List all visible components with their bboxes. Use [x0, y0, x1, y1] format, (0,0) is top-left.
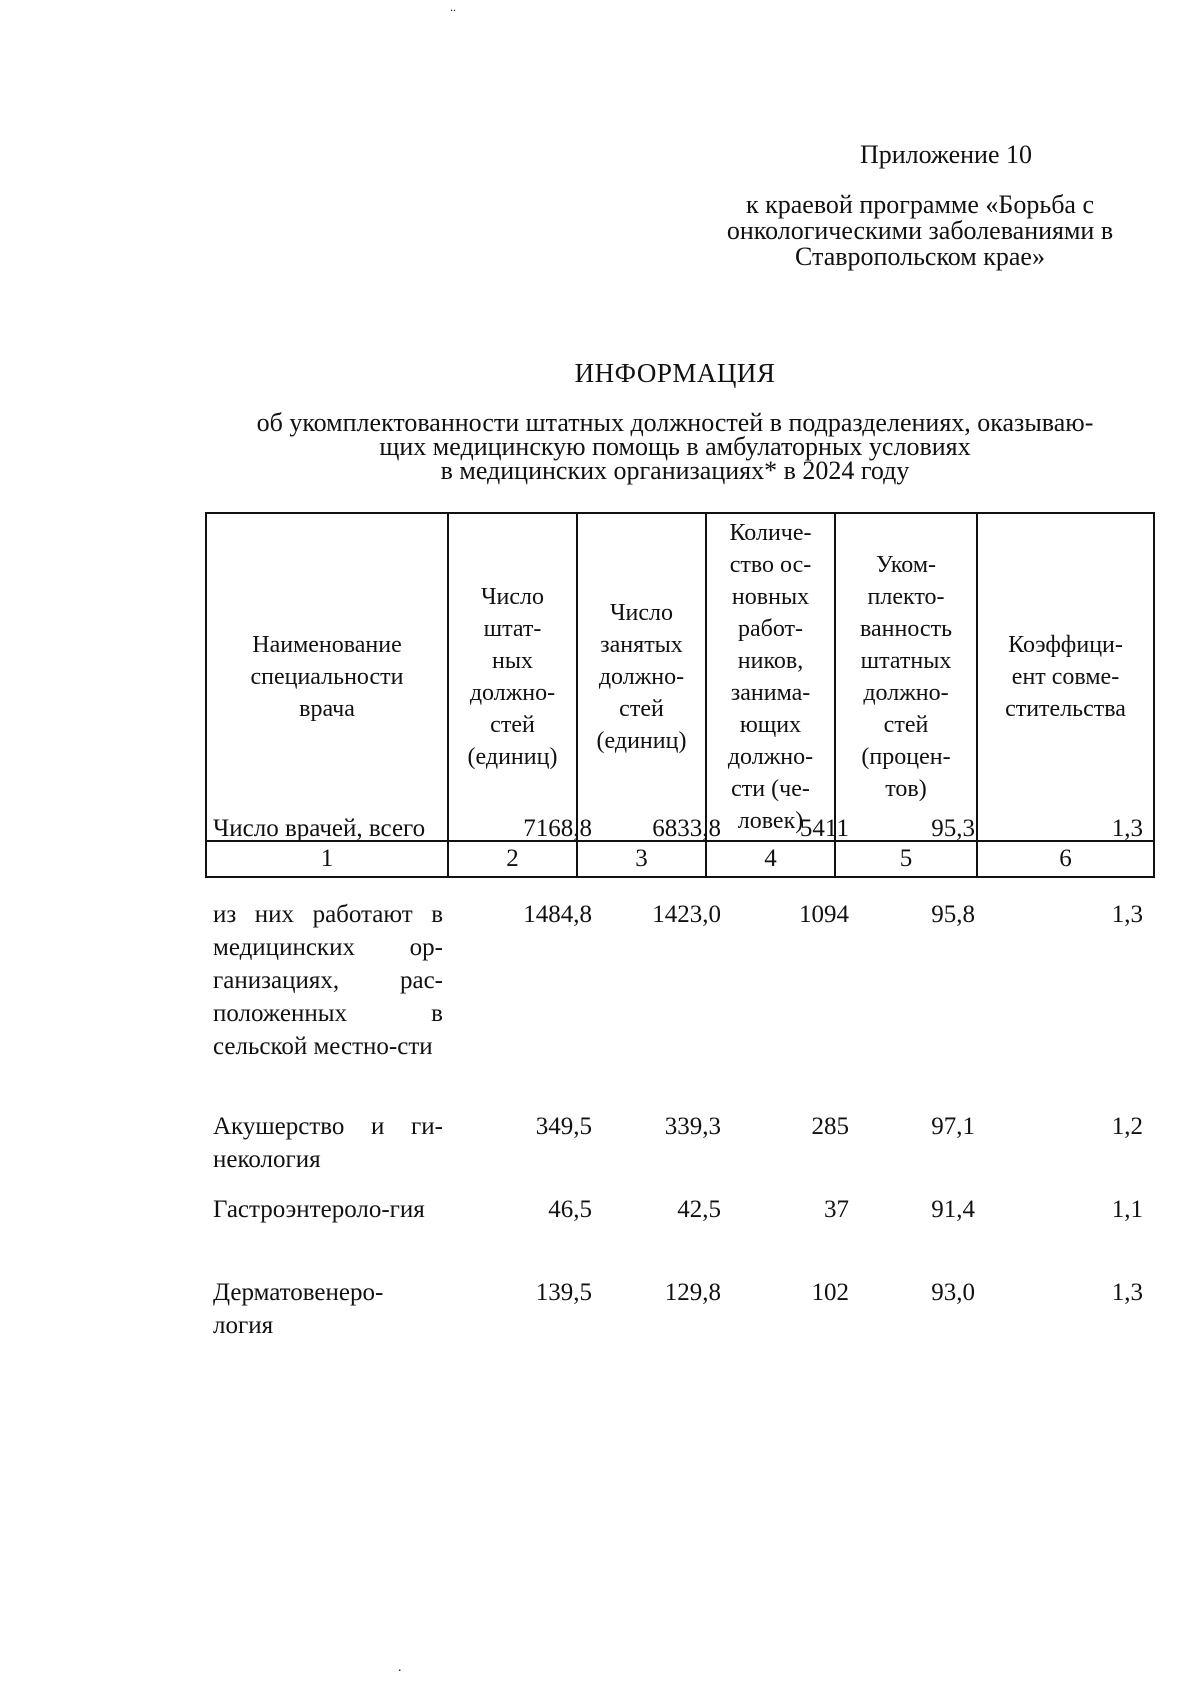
- column-number: 3: [577, 841, 706, 877]
- specialty-name: Число врачей, всего: [213, 815, 426, 842]
- specialty-name: Гастроэнтероло-гия: [213, 1196, 425, 1223]
- document-subtitle: [205, 408, 1145, 485]
- header-line: врача: [299, 696, 355, 722]
- header-line: тов): [885, 776, 927, 802]
- header-line: стей: [490, 712, 535, 738]
- header-line: Число: [609, 600, 674, 626]
- header-staffing-percent: [835, 513, 977, 841]
- appendix-label: Приложение 10: [859, 140, 1032, 169]
- header-main-workers: [706, 513, 835, 841]
- staffing-percent-value: 91,4: [931, 1196, 975, 1223]
- header-line: ент совме-: [1011, 664, 1120, 690]
- header-line: занима-: [730, 680, 811, 706]
- header-line: работ-: [737, 616, 804, 642]
- staff-positions-value: 139,5: [535, 1279, 592, 1306]
- header-specialty: [206, 513, 448, 841]
- header-line: ванность: [859, 616, 953, 642]
- program-line: к краевой программе «Борьба с: [745, 190, 1095, 219]
- coefficient-value: 1,2: [1111, 1113, 1143, 1140]
- header-line: должно-: [727, 744, 814, 770]
- header-line: плекто-: [867, 584, 945, 610]
- program-line: Ставропольском крае»: [795, 242, 1045, 271]
- subtitle-line: об укомплектованности штатных должностей в подразделениях, оказываю-: [256, 408, 1094, 437]
- header-line: Количе-: [729, 520, 812, 546]
- header-line: должно-: [469, 680, 556, 706]
- subtitle-line: в медицинских организациях* в 2024 году: [440, 456, 910, 485]
- column-number: 1: [206, 841, 448, 877]
- staffing-percent-value: 93,0: [931, 1279, 975, 1306]
- header-line: сти (че-: [731, 776, 810, 802]
- header-line: штатных: [860, 648, 952, 674]
- header-line: ющих: [739, 712, 802, 738]
- header-line: Коэффици-: [1008, 632, 1123, 658]
- staff-positions-value: 349,5: [535, 1113, 592, 1140]
- scan-mark-bottom: .: [398, 1660, 402, 1675]
- header-line: (процен-: [861, 744, 951, 770]
- column-number: 2: [448, 841, 577, 877]
- occupied-positions-value: 42,5: [677, 1196, 721, 1223]
- staff-positions-value: 7168,8: [523, 815, 592, 842]
- staff-positions-value: 1484,8: [523, 901, 592, 928]
- header-line: ников,: [737, 648, 804, 674]
- header-line: должно-: [598, 664, 685, 690]
- header-line: ных: [492, 648, 533, 674]
- column-number: 5: [835, 841, 977, 877]
- scan-mark-top: ..: [450, 0, 456, 14]
- header-part-time-coefficient: [977, 513, 1154, 841]
- document-title: ИНФОРМАЦИЯ: [574, 358, 776, 388]
- coefficient-value: 1,3: [1111, 1279, 1143, 1306]
- coefficient-value: 1,3: [1111, 815, 1143, 842]
- header-line: Число: [480, 584, 545, 610]
- staffing-percent-value: 95,3: [931, 815, 975, 842]
- column-number: 4: [706, 841, 835, 877]
- main-workers-value: 5411: [799, 815, 849, 842]
- header-line: ство ос-: [729, 552, 812, 578]
- staffing-percent-value: 97,1: [931, 1113, 975, 1140]
- specialty-name: Акушерство и ги-некология: [213, 1113, 443, 1173]
- header-line: стей: [883, 712, 929, 738]
- header-line: Наименование: [252, 632, 402, 658]
- staff-positions-value: 46,5: [548, 1196, 592, 1223]
- staffing-percent-value: 95,8: [931, 901, 975, 928]
- header-line: (единиц): [596, 728, 687, 754]
- main-workers-value: 1094: [799, 901, 849, 928]
- occupied-positions-value: 129,8: [664, 1279, 721, 1306]
- header-staff-positions: [448, 513, 577, 841]
- specialty-name: из них работают в медицинских ор-ганизациях, рас-положенных в сельской местно-сти: [213, 901, 443, 1060]
- occupied-positions-value: 339,3: [664, 1113, 721, 1140]
- main-workers-value: 37: [824, 1196, 849, 1223]
- specialty-name: Дерматовенеро-логия: [213, 1279, 384, 1339]
- program-line: онкологическими заболеваниями в: [726, 216, 1114, 245]
- header-line: специальности: [250, 664, 404, 690]
- header-occupied-positions: [577, 513, 706, 841]
- subtitle-line: щих медицинскую помощь в амбулаторных условиях: [379, 432, 971, 461]
- header-line: (единиц): [467, 744, 558, 770]
- header-line: стей: [619, 696, 664, 722]
- header-line: новных: [731, 584, 810, 610]
- header-line: штат-: [483, 616, 542, 642]
- header-line: должно-: [863, 680, 949, 706]
- header-line: Уком-: [875, 552, 937, 578]
- occupied-positions-value: 6833,8: [652, 815, 721, 842]
- header-line: ловек): [737, 808, 804, 834]
- header-line: занятых: [600, 632, 683, 658]
- program-reference: [700, 192, 1140, 270]
- column-number: 6: [977, 841, 1154, 877]
- header-line: стительства: [1005, 696, 1126, 722]
- coefficient-value: 1,3: [1111, 901, 1143, 928]
- coefficient-value: 1,1: [1111, 1196, 1143, 1223]
- main-workers-value: 285: [811, 1113, 849, 1140]
- occupied-positions-value: 1423,0: [652, 901, 721, 928]
- main-workers-value: 102: [811, 1279, 849, 1306]
